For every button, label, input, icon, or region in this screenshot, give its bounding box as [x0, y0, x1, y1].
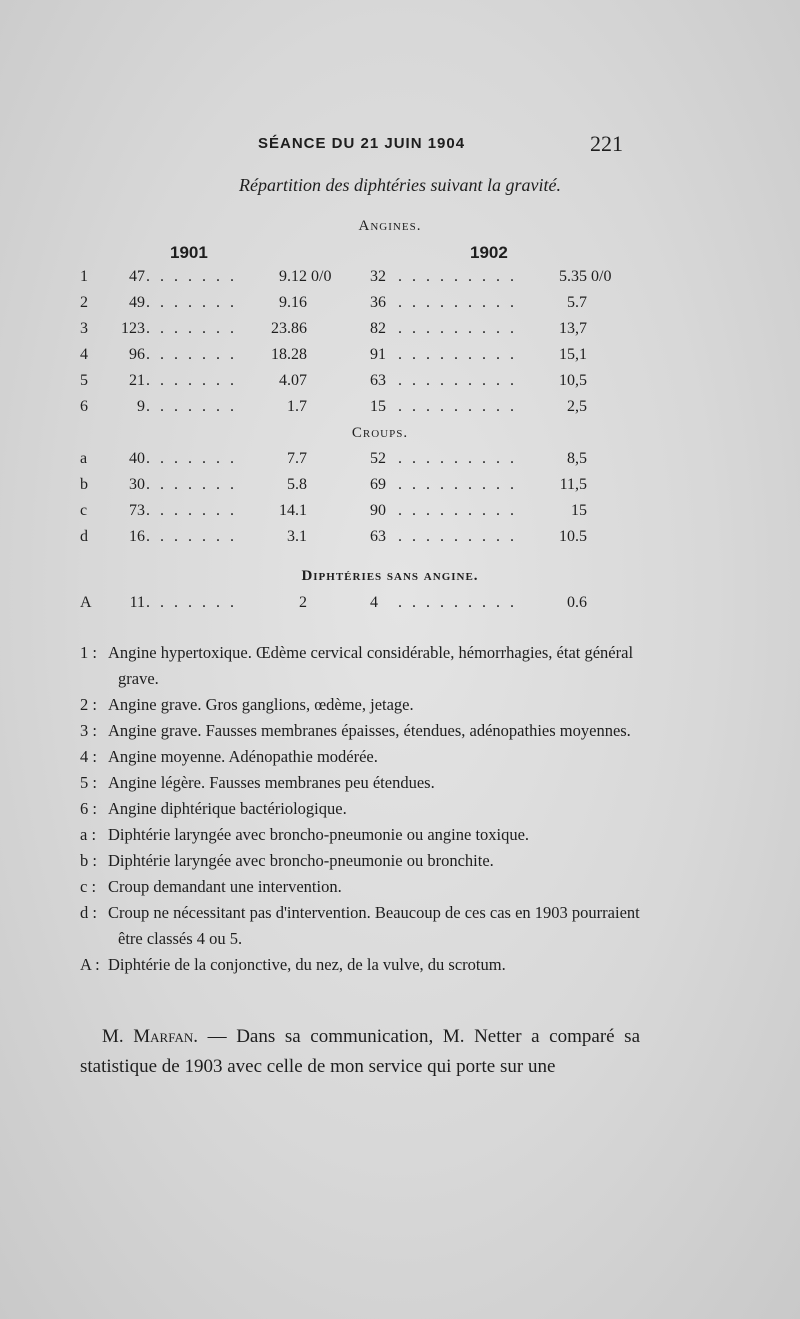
row-code: c [80, 502, 88, 519]
percent-1902: 10.5 [559, 528, 587, 545]
leader-dots: . . . . . . . [146, 346, 237, 363]
note-item [80, 744, 640, 770]
percent-1901: 4.07 [279, 372, 307, 389]
count-1902: 82 [370, 320, 386, 337]
note-text: Angine moyenne. Adénopathie modérée. [108, 747, 378, 766]
note-item [80, 770, 640, 796]
leader-dots: . . . . . . . . . [398, 372, 517, 389]
percent-1901: 1.7 [287, 398, 307, 415]
percent-1902: 13,7 [559, 320, 587, 337]
count-1902: 91 [370, 346, 386, 363]
note-item [80, 874, 640, 900]
note-item [80, 640, 640, 692]
percent-unit: 0/0 [311, 268, 332, 285]
note-text: Angine hypertoxique. Œdème cervical considérable, hémorrhagies, état général grave. [108, 643, 634, 688]
count-1901: 30 [129, 476, 145, 493]
note-item [80, 692, 640, 718]
table-row [0, 476, 800, 502]
percent-1901: 5.8 [287, 476, 307, 493]
row-code: b [80, 476, 88, 493]
table-row [0, 372, 800, 398]
leader-dots: . . . . . . . [146, 398, 237, 415]
percent-1901: 18.28 [271, 346, 307, 363]
percent-1902: 10,5 [559, 372, 587, 389]
section-sans-angine: Diphtéries sans angine. [301, 568, 479, 584]
note-text: Diphtérie laryngée avec broncho-pneumonie ou angine toxique. [108, 825, 530, 844]
table-row [0, 398, 800, 424]
count-1901: 49 [129, 294, 145, 311]
count-1901: 40 [129, 450, 145, 467]
leader-dots: . . . . . . . . . [398, 398, 517, 415]
table-row [0, 268, 800, 294]
year-1902-header: 1902 [470, 243, 508, 262]
leader-dots: . . . . . . . [146, 268, 237, 285]
leader-dots: . . . . . . . [146, 476, 237, 493]
table-row [0, 320, 800, 346]
percent-unit: 0/0 [591, 268, 612, 285]
count-1902: 90 [370, 502, 386, 519]
note-key: b : [80, 851, 97, 870]
note-item [80, 952, 640, 978]
leader-dots: . . . . . . . . . [398, 346, 517, 363]
count-1902: 4 [370, 594, 378, 611]
row-code: a [80, 450, 88, 467]
leader-dots: . . . . . . . . . [398, 320, 517, 337]
percent-1901: 23.86 [271, 320, 307, 337]
running-title: SÉANCE DU 21 JUIN 1904 [258, 135, 466, 152]
note-key: 2 : [80, 695, 97, 714]
count-1902: 52 [370, 450, 386, 467]
table-row [0, 502, 800, 528]
discussion-paragraph [80, 1022, 640, 1082]
count-1902: 69 [370, 476, 386, 493]
count-1902: 36 [370, 294, 386, 311]
leader-dots: . . . . . . . . . [398, 594, 517, 611]
percent-1901: 9.12 [279, 268, 307, 285]
percent-1901: 14.1 [279, 502, 307, 519]
note-item [80, 900, 640, 952]
count-1902: 15 [370, 398, 386, 415]
count-1901: 47 [129, 268, 145, 285]
row-code: 5 [80, 372, 88, 389]
table-row [0, 528, 800, 554]
leader-dots: . . . . . . . [146, 502, 237, 519]
percent-1902: 15 [571, 502, 587, 519]
percent-1901: 2 [299, 594, 307, 611]
note-key: d : [80, 903, 97, 922]
table-title: Répartition des diphtéries suivant la gravité. [239, 175, 561, 195]
count-1901: 21 [129, 372, 145, 389]
leader-dots: . . . . . . . [146, 594, 237, 611]
leader-dots: . . . . . . . [146, 528, 237, 545]
note-text: Croup demandant une intervention. [108, 877, 342, 896]
count-1901: 16 [129, 528, 145, 545]
row-code: 1 [80, 268, 88, 285]
note-key: A : [80, 955, 100, 974]
discussion-text: — Dans sa communication, M. Netter a comparé sa statistique de 1903 avec celle de mon service qui porte sur une [80, 1026, 641, 1077]
leader-dots: . . . . . . . . . [398, 294, 517, 311]
count-1902: 32 [370, 268, 386, 285]
note-item [80, 796, 640, 822]
note-item [80, 822, 640, 848]
note-key: 5 : [80, 773, 97, 792]
note-text: Angine diphtérique bactériologique. [108, 799, 347, 818]
percent-1902: 5.35 [559, 268, 587, 285]
note-key: a : [80, 825, 97, 844]
row-code: 3 [80, 320, 88, 337]
row-code: 4 [80, 346, 88, 363]
table-row [0, 450, 800, 476]
speaker-name: M. Marfan. [102, 1026, 198, 1047]
leader-dots: . . . . . . . . . [398, 268, 517, 285]
percent-1901: 9.16 [279, 294, 307, 311]
percent-1902: 11,5 [559, 476, 587, 493]
leader-dots: . . . . . . . . . [398, 476, 517, 493]
note-key: 6 : [80, 799, 97, 818]
note-text: Angine légère. Fausses membranes peu étendues. [108, 773, 435, 792]
note-text: Angine grave. Fausses membranes épaisses, étendues, adénopathies moyennes. [108, 721, 631, 740]
percent-1902: 0.6 [567, 594, 587, 611]
notes-list [80, 640, 640, 978]
note-key: 1 : [80, 643, 97, 662]
table-row [0, 346, 800, 372]
leader-dots: . . . . . . . [146, 320, 237, 337]
percent-1902: 15,1 [559, 346, 587, 363]
note-text: Croup ne nécessitant pas d'intervention. Beaucoup de ces cas en 1903 pourraient être classés 4 ou 5. [108, 903, 640, 948]
row-code: 6 [80, 398, 88, 415]
count-1901: 73 [129, 502, 145, 519]
row-code: d [80, 528, 88, 545]
count-1902: 63 [370, 528, 386, 545]
count-1902: 63 [370, 372, 386, 389]
percent-1902: 8,5 [567, 450, 587, 467]
note-key: 3 : [80, 721, 97, 740]
note-item [80, 718, 640, 744]
percent-1902: 2,5 [567, 398, 587, 415]
section-angines: Angines. [358, 218, 422, 234]
table-row [0, 594, 800, 620]
year-1901-header: 1901 [170, 243, 208, 262]
leader-dots: . . . . . . . . . [398, 528, 517, 545]
note-item [80, 848, 640, 874]
count-1901: 123 [121, 320, 145, 337]
leader-dots: . . . . . . . . . [398, 502, 517, 519]
percent-1901: 3.1 [287, 528, 307, 545]
note-text: Diphtérie de la conjonctive, du nez, de la vulve, du scrotum. [108, 955, 506, 974]
percent-1901: 7.7 [287, 450, 307, 467]
note-key: 4 : [80, 747, 97, 766]
section-croups: Croups. [351, 425, 409, 441]
row-code: A [80, 594, 92, 611]
leader-dots: . . . . . . . [146, 294, 237, 311]
leader-dots: . . . . . . . . . [398, 450, 517, 467]
table-row [0, 294, 800, 320]
note-text: Diphtérie laryngée avec broncho-pneumonie ou bronchite. [108, 851, 494, 870]
running-head [0, 133, 800, 163]
count-1901: 9 [137, 398, 145, 415]
row-code: 2 [80, 294, 88, 311]
page-number: 221 [590, 131, 623, 156]
percent-1902: 5.7 [567, 294, 587, 311]
count-1901: 96 [129, 346, 145, 363]
leader-dots: . . . . . . . [146, 450, 237, 467]
count-1901: 11 [129, 594, 145, 611]
leader-dots: . . . . . . . [146, 372, 237, 389]
note-text: Angine grave. Gros ganglions, œdème, jetage. [108, 695, 414, 714]
note-key: c : [80, 877, 97, 896]
